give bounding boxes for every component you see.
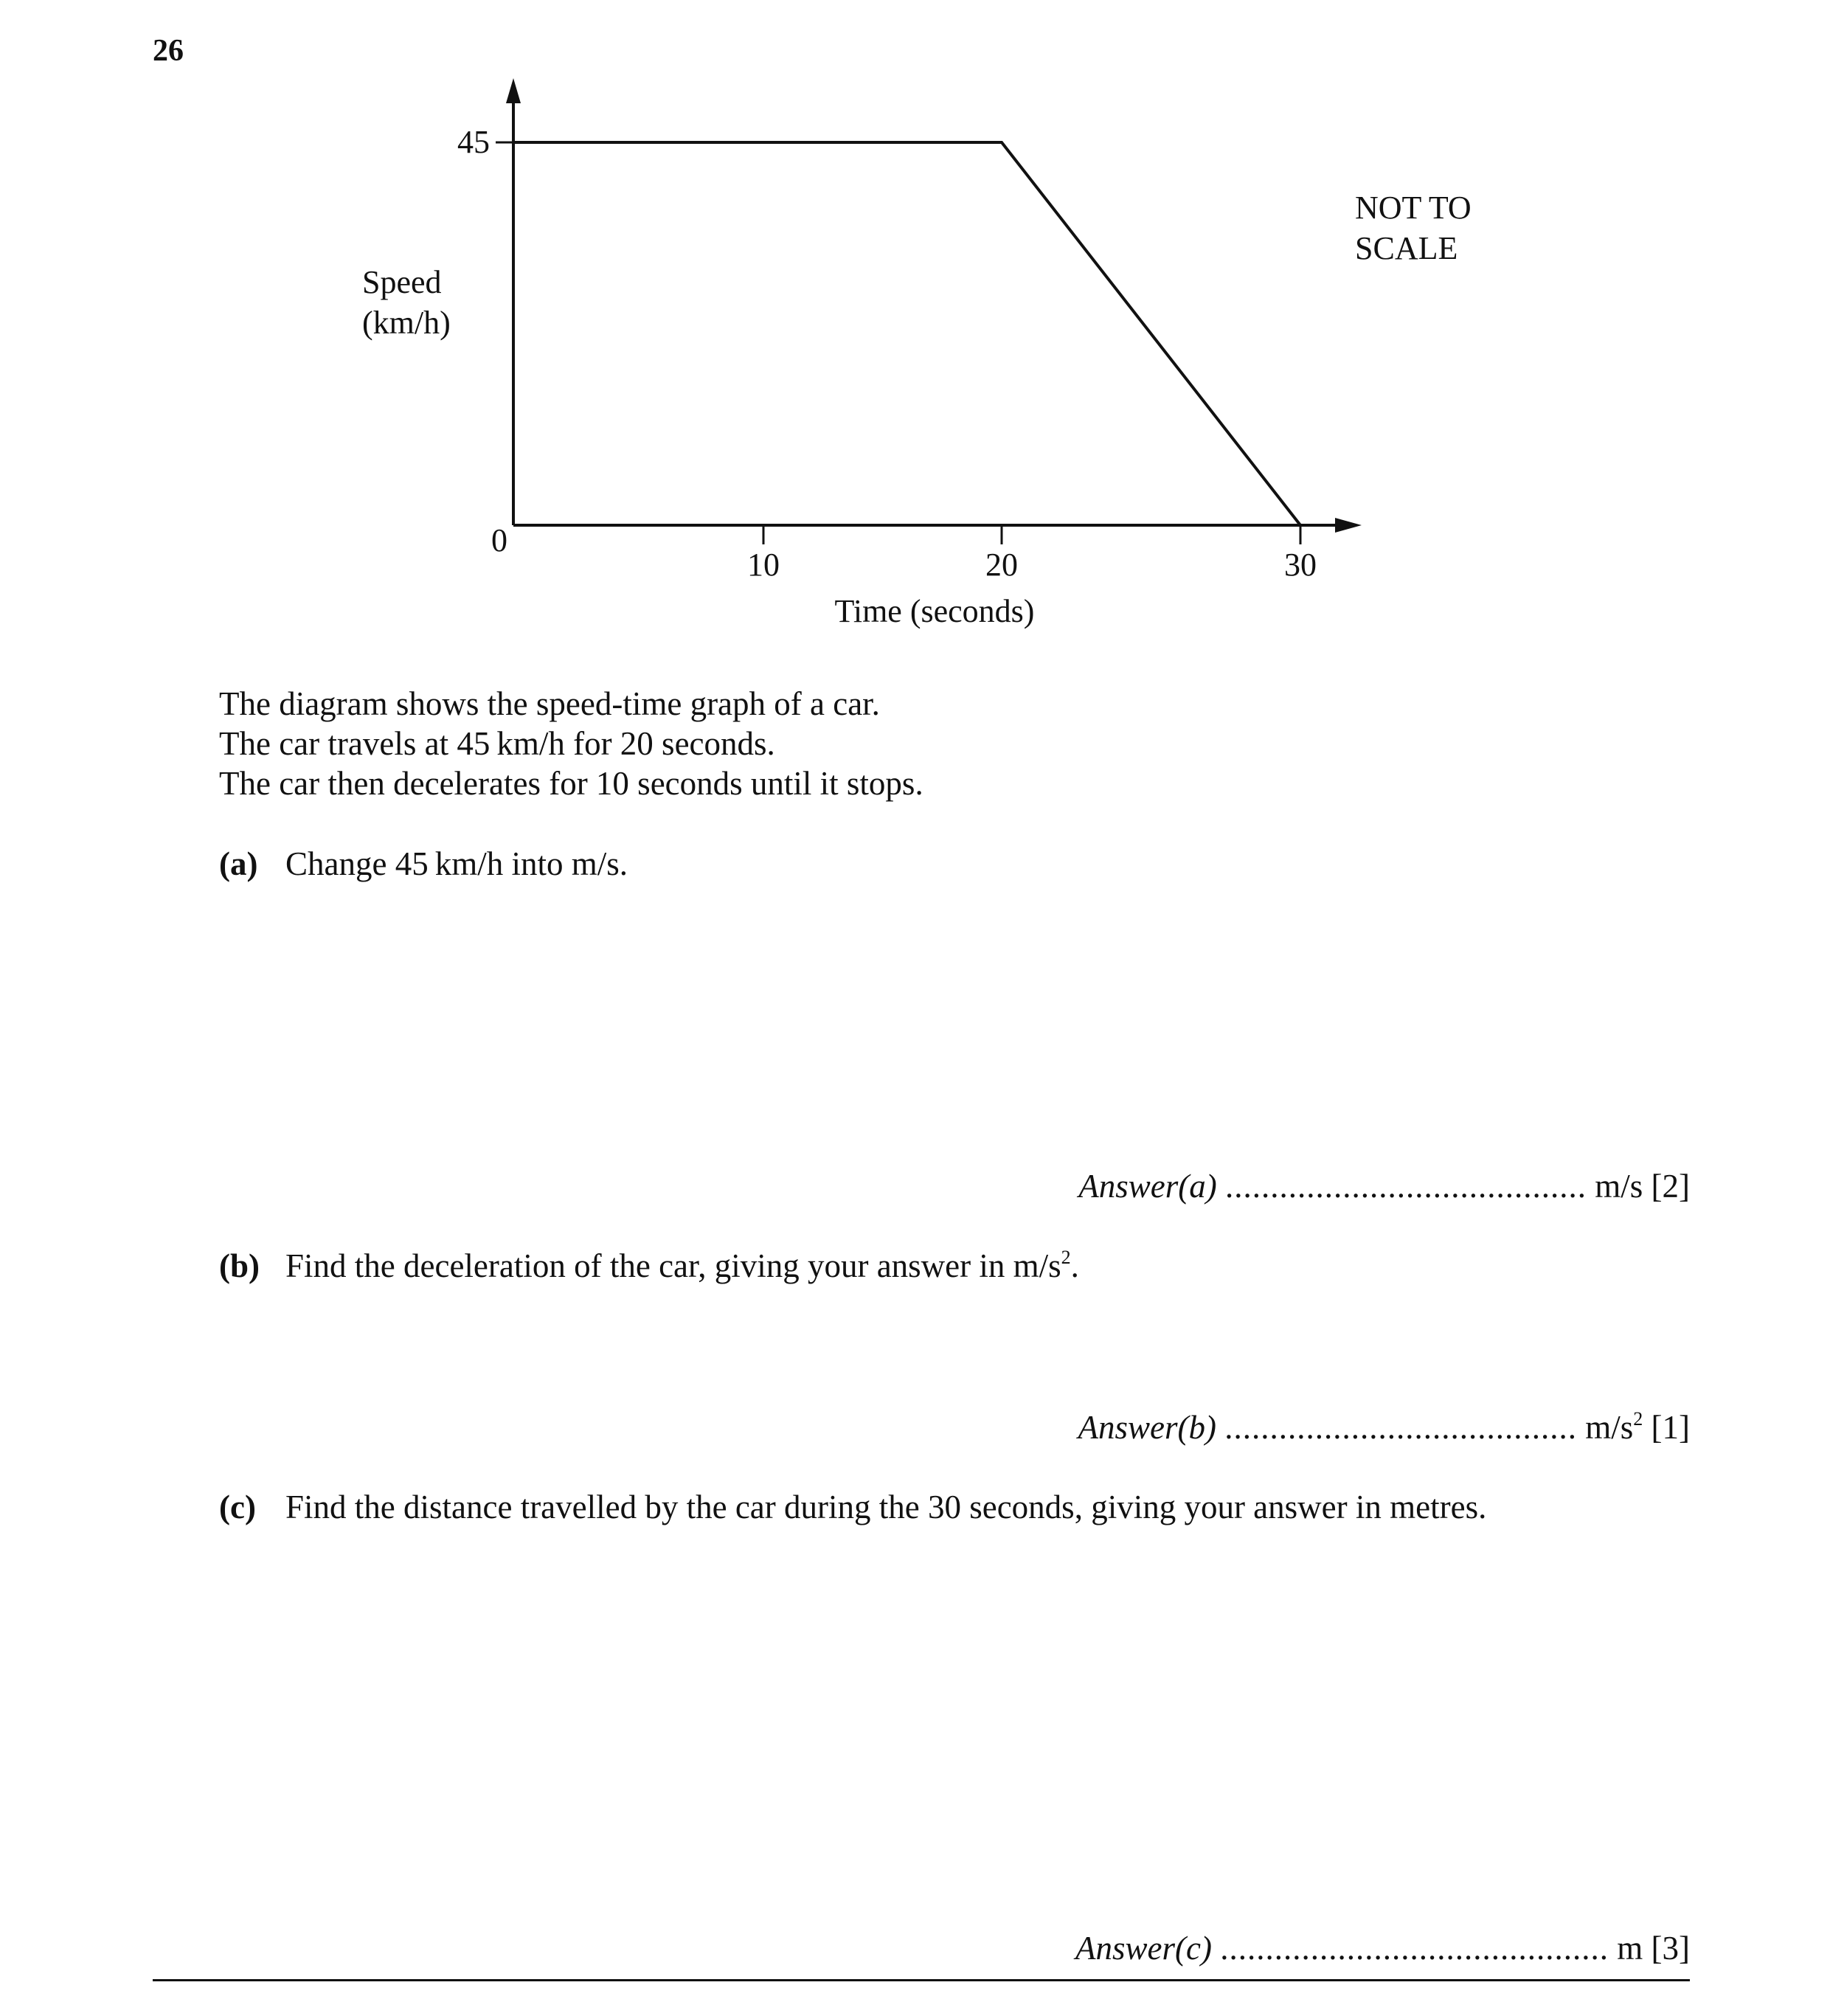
part-b-letter: (b) [219,1247,260,1284]
answer-b-field[interactable]: ....................................... [1224,1409,1577,1446]
speed-line [513,142,1300,525]
x-tick-label-10: 10 [747,547,780,583]
answer-a-unit: m/s [1595,1168,1643,1205]
x-tick-label-30: 30 [1284,547,1317,583]
part-b-question [219,1247,1079,1285]
not-to-scale-line2: SCALE [1355,230,1458,266]
answer-b-unit-sup: 2 [1633,1408,1643,1430]
answer-c-line [1075,1929,1690,1967]
y-axis-arrow [506,78,521,103]
stem-line-2: The car travels at 45 km/h for 20 seconds. [219,725,775,762]
answer-b-label: Answer(b) [1078,1409,1216,1446]
part-b-text-end: . [1070,1247,1079,1284]
answer-a-field[interactable]: ........................................ [1224,1168,1587,1205]
part-c-question [219,1488,1486,1526]
y-axis-label-line2: (km/h) [362,305,451,341]
bottom-rule [153,1979,1690,1981]
x-axis-arrow [1335,518,1362,533]
answer-b-unit: m/s [1585,1409,1634,1446]
part-c-letter: (c) [219,1489,256,1525]
answer-b-line [1078,1408,1691,1447]
answer-c-field[interactable]: ........................................... [1220,1930,1609,1967]
speed-time-graph [0,0,1830,664]
part-b-sup: 2 [1061,1247,1071,1268]
y-tick-label-45: 45 [457,124,490,160]
answer-b-marks: [1] [1651,1409,1690,1446]
answer-c-marks: [3] [1651,1930,1690,1967]
part-a-question [219,845,628,883]
not-to-scale-line1: NOT TO [1355,190,1472,226]
part-b-text: Find the deceleration of the car, giving your answer in m/s [285,1247,1061,1284]
question-number: 26 [153,34,184,68]
answer-a-line [1078,1167,1690,1205]
answer-a-marks: [2] [1651,1168,1690,1205]
stem-line-1: The diagram shows the speed-time graph of a car. [219,685,880,722]
answer-c-label: Answer(c) [1075,1930,1212,1967]
part-a-letter: (a) [219,845,258,882]
stem-line-3: The car then decelerates for 10 seconds until it stops. [219,765,923,802]
x-axis-label: Time (seconds) [834,593,1035,629]
origin-label: 0 [491,522,507,558]
y-axis-label-line1: Speed [362,264,442,300]
answer-a-label: Answer(a) [1078,1168,1217,1205]
part-a-text: Change 45 km/h into m/s. [285,845,628,882]
x-tick-label-20: 20 [985,547,1018,583]
part-c-text: Find the distance travelled by the car during the 30 seconds, giving your answer in metres. [285,1489,1487,1525]
answer-c-unit: m [1617,1930,1643,1967]
